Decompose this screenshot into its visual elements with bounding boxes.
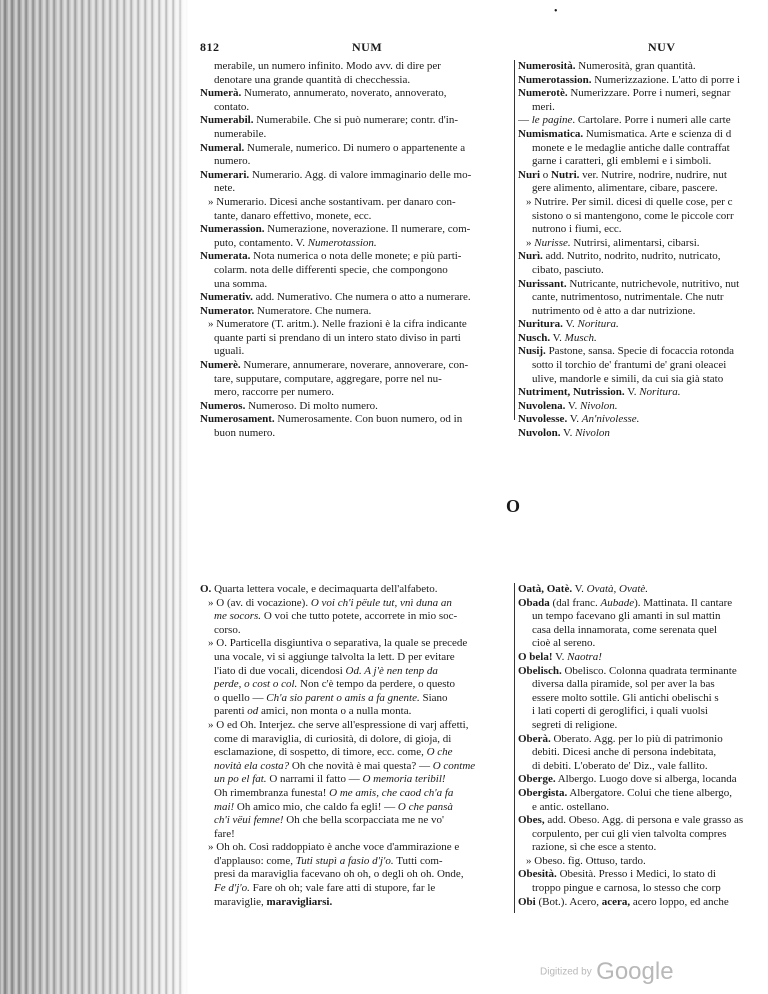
dictionary-line: [518, 142, 768, 156]
text-run: » Nutrire. Per simil. dicesi di quelle cose, per c: [526, 195, 733, 208]
text-run: Numismatica. Arte e scienza di d: [583, 127, 732, 140]
text-run: d'applauso: come,: [214, 854, 296, 867]
dictionary-line: [518, 87, 768, 101]
text-run: Nota numerica o nota delle monete; e più parti-: [250, 250, 462, 263]
dictionary-line: [200, 373, 514, 387]
dictionary-line: [200, 182, 514, 196]
text-run: maraviglie,: [214, 895, 267, 908]
dictionary-line: [518, 264, 768, 278]
dictionary-line: [200, 345, 514, 359]
dictionary-line: [200, 169, 514, 183]
text-run: Albergatore. Colui che tiene albergo,: [567, 786, 733, 799]
dictionary-line: [200, 773, 514, 787]
text-run: nutrono i fiumi, ecc.: [532, 223, 622, 236]
left-running-head: NUM: [352, 40, 383, 54]
italic-run: O che: [426, 746, 453, 759]
text-run: add. Obeso. Agg. di persona e vale grasso as: [544, 814, 744, 827]
dictionary-line: [200, 223, 514, 237]
headword: Numerè.: [200, 359, 241, 372]
italic-run: O contme: [432, 759, 476, 772]
italic-run: Numerotassion.: [307, 236, 377, 249]
dictionary-line: [518, 237, 768, 251]
dictionary-line: [200, 278, 514, 292]
dictionary-line: [200, 386, 514, 400]
dictionary-line: [518, 705, 768, 719]
text-run: l'iato di due vocali, dicendosi: [214, 664, 346, 677]
italic-run: novità ela costa?: [214, 759, 290, 772]
text-run: essere molto sottile. Gli antichi obelischi s: [532, 691, 719, 704]
text-run: Oh rimembranza funesta!: [214, 786, 330, 799]
italic-run: mai!: [214, 800, 235, 813]
headword: Numeral.: [200, 141, 245, 154]
headword: Nuri: [518, 168, 540, 181]
text-run: Albergo. Luogo dove si alberga, locanda: [555, 773, 737, 786]
headword: Nusij.: [518, 345, 546, 358]
dictionary-line: [518, 114, 768, 128]
dictionary-line: [200, 651, 514, 665]
italic-run: un po el fat.: [214, 773, 267, 786]
dust-speck: •: [554, 6, 558, 17]
dictionary-line: [518, 624, 768, 638]
dictionary-line: [518, 155, 768, 169]
headword: Numerator.: [200, 304, 255, 317]
text-run: e antic. ostellano.: [532, 800, 609, 813]
page-number: 812: [200, 40, 220, 54]
dictionary-line: [518, 760, 768, 774]
dictionary-line: [518, 427, 768, 441]
text-run: Numerizzare. Porre i numeri, segnar: [567, 87, 731, 100]
dictionary-line: [518, 678, 768, 692]
text-run: Numerare, annumerare, noverare, annoverare, con-: [240, 359, 469, 372]
text-run: . Cartolare. Porre i numeri alle carte: [572, 114, 731, 127]
text-run: cante, nutrimentoso, nutrimentale. Che nutr: [532, 291, 724, 304]
text-run: Nutricante, nutrichevole, nutritivo, nut: [566, 277, 740, 290]
dictionary-line: [200, 583, 514, 597]
text-run: Numerizzazione. L'atto di porre i: [591, 73, 741, 86]
dictionary-line: [200, 855, 514, 869]
text-run: »: [526, 236, 535, 249]
entries-column-lower-left: [200, 583, 514, 909]
text-run: razione, sì che esce a stento.: [532, 841, 657, 854]
headword: Nuritura.: [518, 318, 563, 331]
dictionary-line: [518, 291, 768, 305]
text-run: add. Numerativo. Che numera o atto a numerare.: [252, 291, 471, 304]
text-run: Non c'è tempo da perdere, o questo: [297, 678, 456, 691]
dictionary-line: [200, 692, 514, 706]
dictionary-line: [518, 250, 768, 264]
text-run: acero loppo, ed anche: [630, 895, 729, 908]
headword: Nurì.: [518, 250, 543, 263]
dictionary-line: [518, 318, 768, 332]
dictionary-line: [518, 651, 768, 665]
text-run: Numerale, numerico. Di numero o appartenente a: [244, 141, 466, 154]
column-divider-lower: [514, 583, 515, 913]
text-run: Numerosità, gran quantità.: [575, 60, 696, 72]
dictionary-line: [200, 155, 514, 169]
italic-run: Nivolon.: [579, 399, 618, 412]
italic-run: ch'i vëui femne!: [214, 814, 284, 827]
watermark-prefix: Digitized by: [540, 966, 592, 978]
dictionary-line: [518, 841, 768, 855]
text-run: i lati coperti di geroglifici, i quali vuolsi: [532, 705, 708, 718]
section-letter: O: [506, 496, 521, 516]
text-run: Obesità. Presso i Medici, lo stato di: [556, 868, 716, 881]
dictionary-line: [518, 196, 768, 210]
dictionary-line: [518, 359, 768, 373]
italic-run: perde, o cost o col.: [214, 678, 298, 691]
italic-run: le pagine: [531, 114, 573, 127]
italic-run: O voi ch'i pëule tut, vnì duna an: [310, 596, 452, 609]
entries-column-lower-right: [518, 583, 768, 909]
dictionary-line: [200, 291, 514, 305]
headword: acera,: [601, 895, 631, 908]
dictionary-line: [200, 760, 514, 774]
italic-run: od: [247, 705, 259, 718]
dictionary-line: [200, 359, 514, 373]
text-run: Numerosamente. Con buon numero, od in: [274, 413, 463, 426]
dictionary-line: [518, 746, 768, 760]
text-run: Oh che novità è mai questa? —: [289, 759, 433, 772]
dictionary-line: [200, 801, 514, 815]
dictionary-line: [518, 60, 768, 74]
headword: Numerosament.: [200, 413, 275, 426]
text-run: sistono o si mantengono, come le piccole corr: [532, 209, 734, 222]
headword: Obesità.: [518, 868, 557, 881]
headword: Numerabil.: [200, 114, 254, 127]
italic-run: Fe d'j'o.: [214, 882, 250, 895]
text-run: Numeroso. Di molto numero.: [245, 399, 378, 412]
headword: Nuvolon.: [518, 427, 561, 440]
dictionary-line: [518, 787, 768, 801]
headword: Oberà.: [518, 732, 551, 745]
dictionary-line: [200, 427, 514, 441]
headword: Nusch.: [518, 331, 551, 344]
dictionary-line: [518, 719, 768, 733]
text-run: cioè al sereno.: [532, 637, 596, 650]
text-run: » O (av. di vocazione).: [208, 596, 311, 609]
headword: Nuvolesse.: [518, 413, 568, 426]
dictionary-line: [518, 210, 768, 224]
dictionary-line: [200, 237, 514, 251]
headword: Numerosità.: [518, 60, 576, 72]
right-running-head: NUV: [648, 40, 676, 54]
dictionary-line: [200, 841, 514, 855]
headword: Nuvolena.: [518, 399, 566, 412]
text-run: uguali.: [214, 345, 245, 358]
text-run: diversa dalla piramide, sol per aver la bas: [532, 678, 715, 691]
text-run: merabile, un numero infinito. Modo avv. di dire per: [214, 60, 441, 72]
text-run: tare, supputare, computare, aggregare, porre nel nu-: [214, 372, 442, 385]
dictionary-line: [518, 828, 768, 842]
headword: Obergista.: [518, 786, 568, 799]
text-run: ver. Nutrire, nodrire, nudrire, nut: [579, 168, 727, 181]
text-run: quante parti si prendano di un intero stato diviso in parti: [214, 331, 461, 344]
dictionary-line: [200, 678, 514, 692]
text-run: Obelisco. Colonna quadrata terminante: [561, 664, 737, 677]
text-run: mero, raccorre per numero.: [214, 386, 335, 399]
dictionary-line: [200, 787, 514, 801]
text-run: V.: [552, 650, 568, 663]
headword: Obada: [518, 596, 550, 609]
headword: Nutriment, Nutrission.: [518, 386, 625, 399]
text-run: Fare oh oh; vale fare atti di stupore, far le: [249, 882, 436, 895]
headword: Obi: [518, 895, 536, 908]
text-run: —: [518, 114, 532, 127]
dictionary-line: [200, 828, 514, 842]
dictionary-line: [200, 74, 514, 88]
dictionary-line: [200, 210, 514, 224]
text-run: » O. Particella disgiuntiva o separativa, la quale se precede: [208, 637, 468, 650]
italic-run: O che pansà: [397, 800, 453, 813]
headword: Nurissant.: [518, 277, 567, 290]
headword: Numerativ.: [200, 291, 253, 304]
dictionary-line: [200, 142, 514, 156]
text-run: amici, non monta o a nulla monta.: [258, 705, 412, 718]
dictionary-line: [200, 413, 514, 427]
dictionary-line: [200, 637, 514, 651]
dictionary-line: [200, 332, 514, 346]
italic-run: Naotra!: [567, 650, 602, 663]
text-run: puto, contamento. V.: [214, 236, 308, 249]
text-run: ulive, mandorle e simili, da cui sia già stato: [532, 372, 724, 385]
text-run: O voi che tutto potete, accorrete in mio soc-: [261, 610, 458, 623]
italic-run: Ch'a sio parent o amis a fa gnente.: [266, 691, 420, 704]
dictionary-line: [200, 597, 514, 611]
text-run: numero.: [214, 155, 251, 168]
italic-run: Od. A j'è nen tenp da: [345, 664, 438, 677]
dictionary-line: [518, 665, 768, 679]
headword: Obes,: [518, 814, 545, 827]
text-run: » Numerario. Dicesi anche sostantivam. per danaro con-: [208, 195, 456, 208]
dictionary-line: [200, 250, 514, 264]
text-run: V.: [567, 413, 582, 426]
dictionary-line: [518, 814, 768, 828]
text-run: (dal franc.: [549, 596, 601, 609]
dictionary-line: [518, 896, 768, 910]
text-run: buon numero.: [214, 427, 276, 440]
dictionary-line: [518, 637, 768, 651]
dictionary-line: [200, 400, 514, 414]
text-run: O narrami il fatto —: [266, 773, 363, 786]
text-run: cibato, pasciuto.: [532, 263, 604, 276]
text-run: gere alimento, alimentare, cibare, pascere.: [532, 182, 718, 195]
headword: Obelisch.: [518, 664, 562, 677]
text-run: segreti di religione.: [532, 718, 618, 731]
book-page-edge: [0, 0, 188, 994]
dictionary-line: [518, 223, 768, 237]
text-run: nutrimento od è atto a dar nutrizione.: [532, 304, 696, 317]
headword: Numerari.: [200, 168, 250, 181]
dictionary-line: [200, 746, 514, 760]
text-run: casa della innamorata, come serenata quel: [532, 623, 718, 636]
dictionary-line: [200, 87, 514, 101]
dictionary-line: [518, 278, 768, 292]
dictionary-line: [518, 169, 768, 183]
text-run: contato.: [214, 100, 250, 113]
entries-column-upper-left: [200, 60, 514, 441]
text-run: garne i caratteri, gli emblemi e i simboli.: [532, 155, 712, 168]
dictionary-line: [518, 610, 768, 624]
text-run: V.: [572, 583, 587, 595]
dictionary-line: [518, 583, 768, 597]
headword: Numerata.: [200, 250, 251, 263]
text-run: una vocale, vi si aggiunge talvolta la lett. D per evitare: [214, 650, 455, 663]
text-run: Siano: [419, 691, 448, 704]
headword: maravigliarsi.: [266, 895, 333, 908]
headword: Nutri.: [551, 168, 580, 181]
text-run: denotare una grande quantità di checchessia.: [214, 73, 411, 86]
dictionary-line: [518, 801, 768, 815]
italic-run: Nurisse.: [534, 236, 571, 249]
text-run: Quarta lettera vocale, e decimaquarta dell'alfabeto.: [211, 583, 438, 595]
dictionary-line: [200, 318, 514, 332]
headword: Numerà.: [200, 87, 242, 100]
text-run: (Bot.). Acero,: [535, 895, 602, 908]
text-run: corso.: [214, 623, 241, 636]
text-run: nete.: [214, 182, 236, 195]
text-run: V.: [624, 386, 640, 399]
text-run: monete e le medaglie antiche dalle contraffat: [532, 141, 730, 154]
entries-column-upper-right: [518, 60, 768, 441]
headword: Oatà, Oatè.: [518, 583, 573, 595]
text-run: troppo pingue e carnosa, lo stesso che corp: [532, 882, 721, 895]
dictionary-line: [518, 345, 768, 359]
dictionary-line: [518, 855, 768, 869]
dictionary-line: [518, 386, 768, 400]
dictionary-line: [200, 665, 514, 679]
dictionary-line: [200, 101, 514, 115]
text-run: fare!: [214, 827, 235, 840]
watermark-brand: Google: [596, 958, 674, 985]
dictionary-line: [200, 882, 514, 896]
text-run: un tempo facevano gli amanti in sul mattin: [532, 610, 721, 623]
dictionary-line: [518, 692, 768, 706]
digitized-watermark: [540, 958, 674, 986]
text-run: add. Nutrito, nodrito, nudrito, nutricato,: [542, 250, 721, 263]
text-run: Oh che bella scorpacciata me ne vo': [283, 814, 445, 827]
italic-run: Tuti stupì a fasio d'j'o.: [295, 854, 394, 867]
italic-run: Ovatà, Ovatè.: [586, 583, 649, 595]
text-run: corpulento, per cui gli vien talvolta compres: [532, 827, 727, 840]
dictionary-line: [518, 373, 768, 387]
text-run: come di maraviglia, di curiosità, di dolore, di gioja, di: [214, 732, 452, 745]
italic-run: An'nivolesse.: [581, 413, 640, 426]
dictionary-line: [518, 74, 768, 88]
text-run: meri.: [532, 100, 555, 113]
text-run: tante, danaro effettivo, monete, ecc.: [214, 209, 372, 222]
text-run: colarm. nota delle differenti specie, che compongono: [214, 263, 448, 276]
headword: Oberge.: [518, 773, 556, 786]
dictionary-line: [518, 305, 768, 319]
text-run: Oh amico mio, che caldo fa egli! —: [234, 800, 398, 813]
dictionary-line: [200, 114, 514, 128]
dictionary-line: [518, 597, 768, 611]
dictionary-line: [518, 400, 768, 414]
text-run: Oberato. Agg. per lo più di patrimonio: [550, 732, 723, 745]
italic-run: Noritura.: [639, 386, 681, 399]
headword: Numerotassion.: [518, 73, 592, 86]
dictionary-line: [200, 264, 514, 278]
dictionary-line: [518, 182, 768, 196]
italic-run: me socors.: [214, 610, 262, 623]
text-run: una somma.: [214, 277, 268, 290]
dictionary-line: [518, 128, 768, 142]
dictionary-line: [200, 868, 514, 882]
text-run: Numerato, annumerato, noverato, annoverato,: [241, 87, 447, 100]
dictionary-line: [200, 814, 514, 828]
dictionary-line: [200, 305, 514, 319]
text-run: Pastone, sansa. Specie di focaccia rotonda: [545, 345, 734, 358]
headword: Numerassion.: [200, 223, 265, 236]
text-run: parenti: [214, 705, 248, 718]
text-run: Tutti com-: [393, 854, 443, 867]
text-run: Numerazione, noverazione. Il numerare, com-: [264, 223, 471, 236]
headword: Numerotè.: [518, 87, 568, 100]
dictionary-line: [200, 196, 514, 210]
text-run: V.: [550, 331, 565, 344]
text-run: V.: [560, 427, 576, 440]
text-run: o: [540, 168, 551, 181]
dictionary-line: [200, 896, 514, 910]
text-run: presi da maraviglia facevano oh oh, o degli oh oh. Onde,: [214, 868, 464, 881]
dictionary-line: [200, 610, 514, 624]
text-run: » Numeratore (T. aritm.). Nelle frazioni è la cifra indicante: [208, 318, 467, 331]
text-run: sotto il torchio de' frantumi de' grani oleacei: [532, 359, 727, 372]
text-run: esclamazione, di sospetto, di timore, ecc. come,: [214, 746, 427, 759]
headword: O.: [200, 583, 212, 595]
text-run: Numerabile. Che si può numerare; contr. d'in-: [253, 114, 458, 127]
text-run: V.: [562, 318, 578, 331]
headword: Numeros.: [200, 399, 246, 412]
text-run: » Obeso. fig. Ottuso, tardo.: [526, 854, 646, 867]
dictionary-line: [518, 868, 768, 882]
dictionary-line: [200, 624, 514, 638]
text-run: Numeratore. Che numera.: [254, 304, 372, 317]
text-run: Nutrirsi, alimentarsi, cibarsi.: [570, 236, 700, 249]
italic-run: Noritura.: [577, 318, 619, 331]
dictionary-line: [518, 101, 768, 115]
italic-run: O memoria teribil!: [362, 773, 446, 786]
dictionary-line: [518, 882, 768, 896]
text-run: » O ed Oh. Interjez. che serve all'espressione di varj affetti,: [208, 718, 469, 731]
dictionary-line: [518, 413, 768, 427]
dictionary-line: [200, 60, 514, 74]
italic-run: O me amis, che caod ch'a fa: [329, 786, 454, 799]
text-run: o quello —: [214, 691, 267, 704]
text-run: Numerario. Agg. di valore immaginario delle mo-: [249, 168, 472, 181]
italic-run: Aubade: [600, 596, 635, 609]
headword: O bela!: [518, 650, 553, 663]
italic-run: Nivolon: [575, 427, 610, 440]
dictionary-line: [200, 705, 514, 719]
text-run: debiti. Dicesi anche di persona indebitata,: [532, 746, 717, 759]
dictionary-line: [200, 733, 514, 747]
dictionary-line: [200, 719, 514, 733]
text-run: numerabile.: [214, 127, 267, 140]
dictionary-line: [518, 733, 768, 747]
text-run: V.: [565, 399, 580, 412]
dictionary-line: [518, 773, 768, 787]
text-run: di debiti. L'oberato de' Diz., vale fallito.: [532, 759, 708, 772]
text-run: ). Mattinata. Il cantare: [634, 596, 733, 609]
dictionary-line: [518, 332, 768, 346]
italic-run: Musch.: [564, 331, 597, 344]
text-run: » Oh oh. Così raddoppiato è anche voce d'ammirazione e: [208, 841, 460, 854]
dictionary-line: [200, 128, 514, 142]
headword: Numismatica.: [518, 127, 584, 140]
column-divider-upper: [514, 60, 515, 420]
